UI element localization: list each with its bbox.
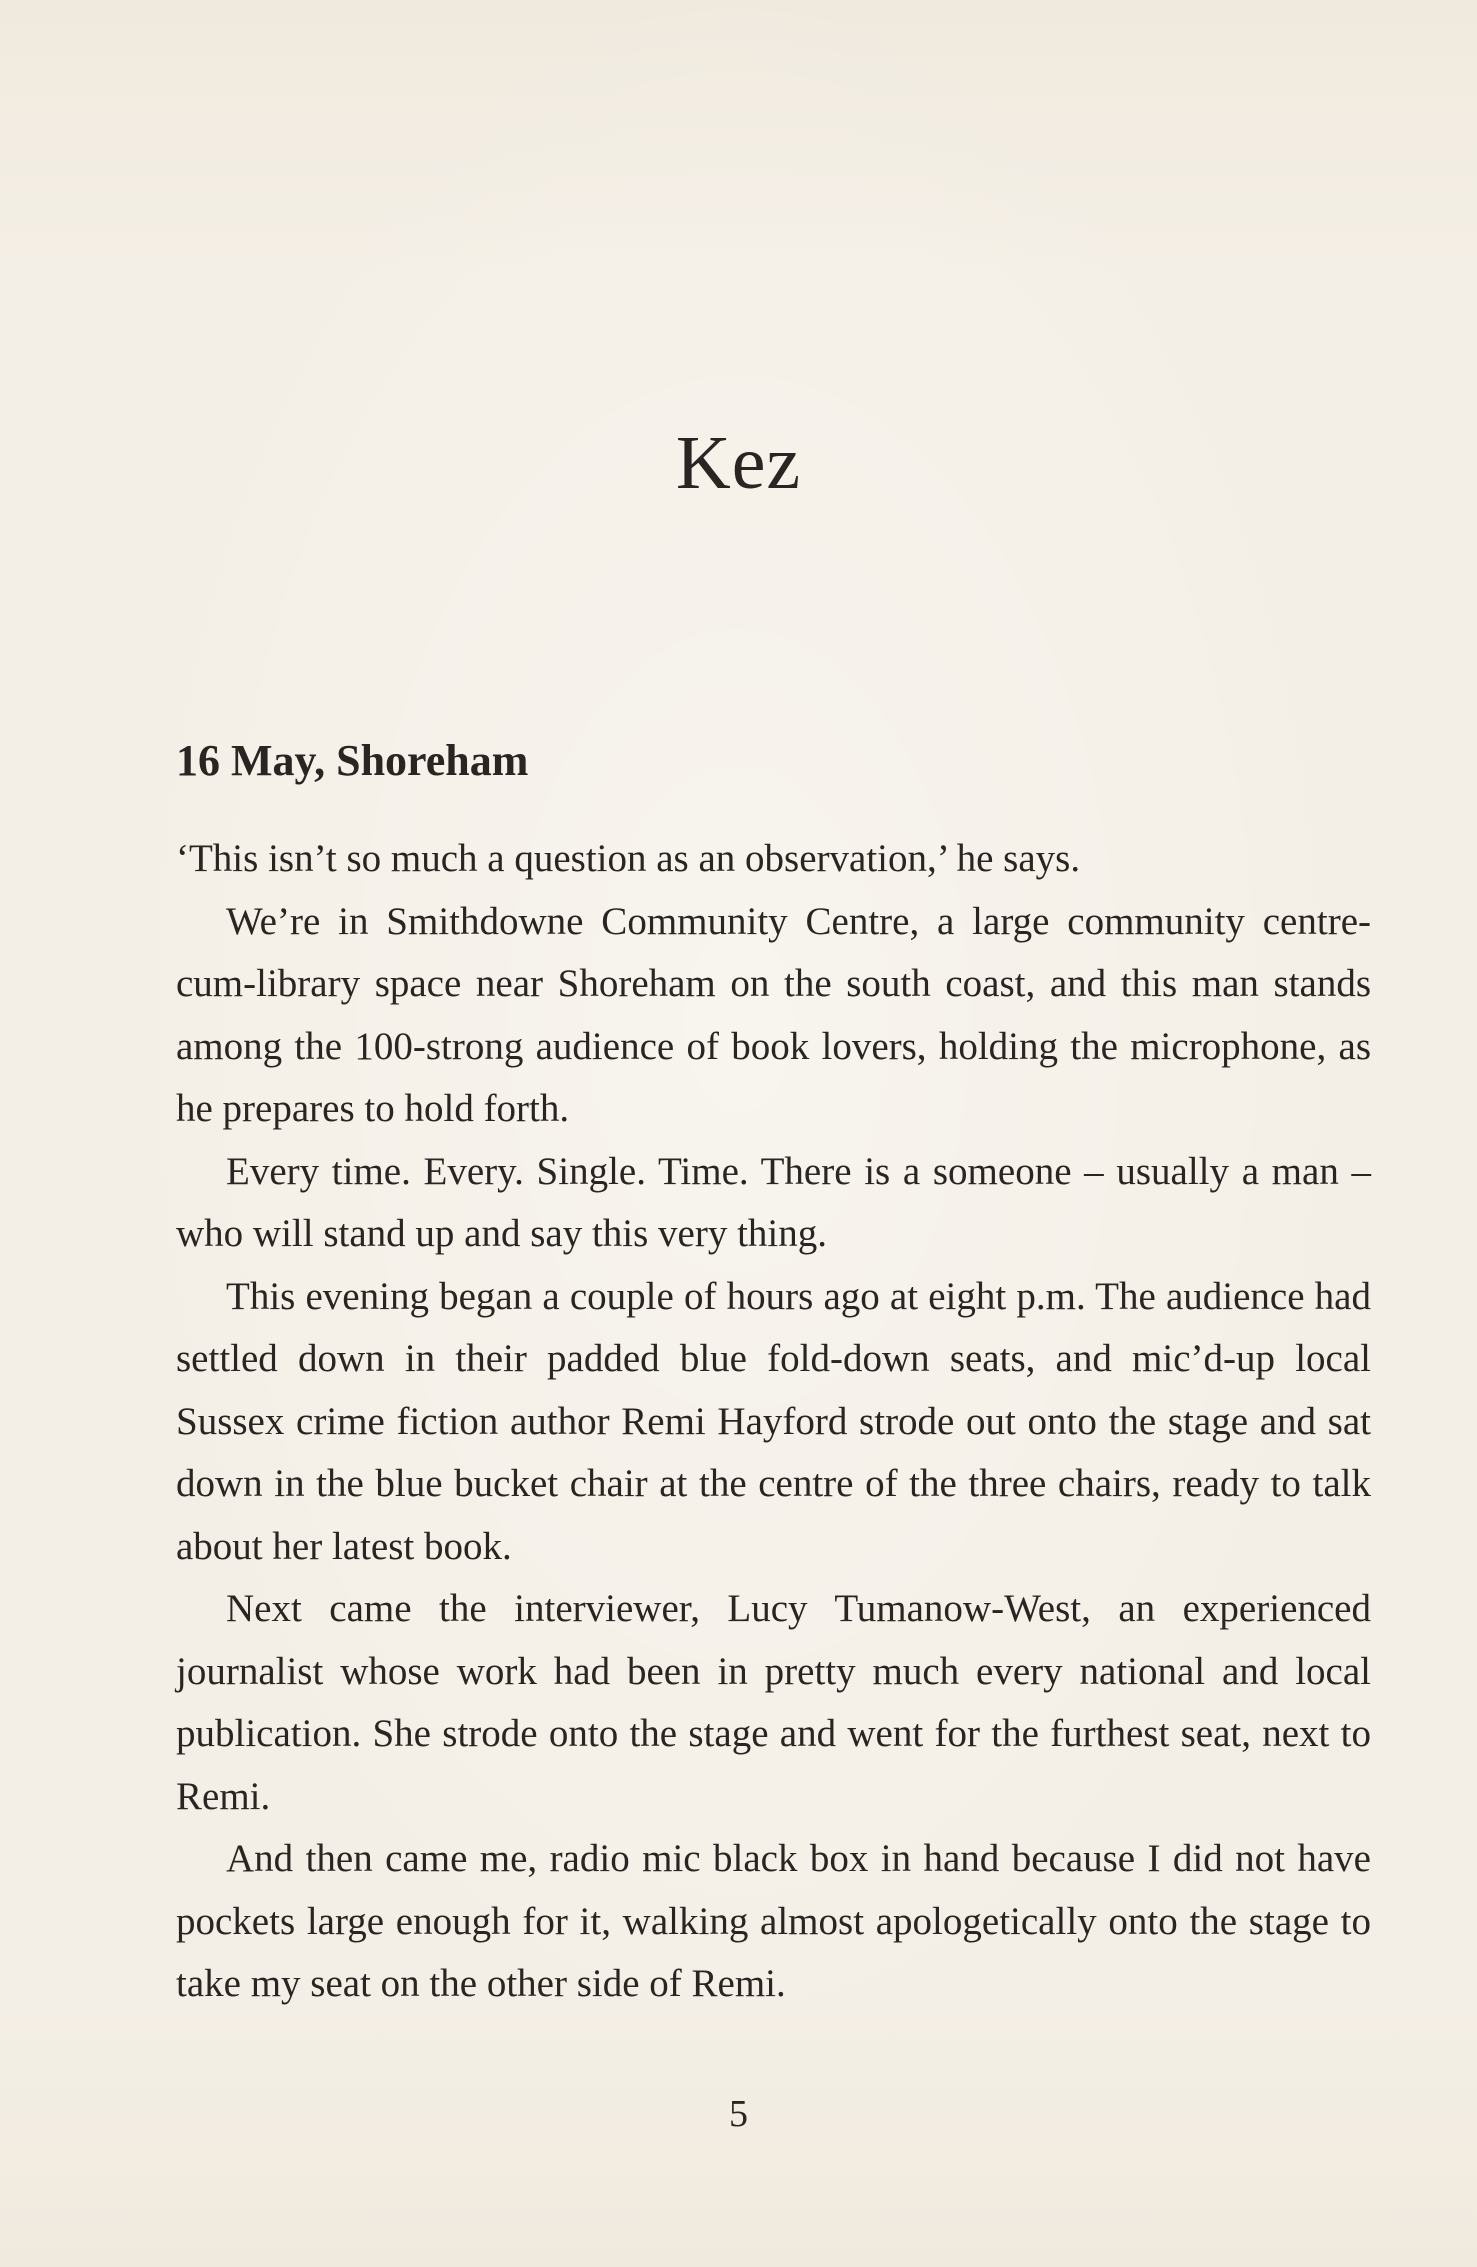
body-text [176, 730, 1371, 2016]
section-heading: 16 May, Shoreham [176, 736, 529, 785]
paragraph: We’re in Smithdowne Community Centre, a large community centre-cum-library space near Shoreham on the south coast, and this man stands among the 100-strong audience of book lovers, holding the microphone, as he prepares to hold forth. [176, 899, 1371, 1130]
paragraph: And then came me, radio mic black box in hand because I did not have pockets large enough for it, walking almost apologetically onto the stage to take my seat on the other side of Remi. [176, 1837, 1371, 2005]
paragraph: Every time. Every. Single. Time. There is a someone – usually a man – who will stand up and say this very thing. [176, 1149, 1371, 1255]
chapter-title: Kez [675, 421, 802, 505]
paragraph: Next came the interviewer, Lucy Tumanow-West, an experienced journalist whose work had been in pretty much every national and local publication. She strode onto the stage and went for the furthest seat, next to Remi. [176, 1587, 1371, 1818]
paragraph: This evening began a couple of hours ago at eight p.m. The audience had settled down in their padded blue fold-down seats, and mic’d-up local Sussex crime fiction author Remi Hayford strode out onto the stage and sat down in the blue bucket chair at the centre of the three chairs, ready to talk about her latest book. [176, 1274, 1371, 1568]
page-number: 5 [729, 2093, 748, 2135]
paragraph: ‘This isn’t so much a question as an observation,’ he says. [176, 837, 1081, 880]
